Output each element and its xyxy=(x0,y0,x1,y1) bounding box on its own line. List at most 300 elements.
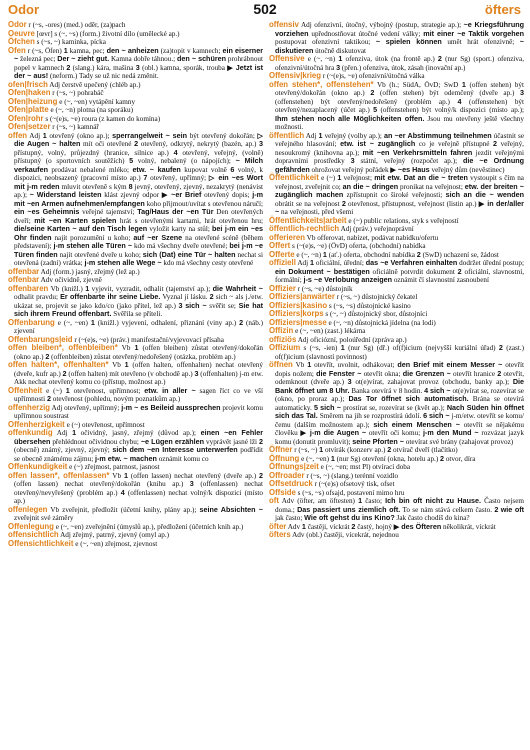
entry-phrase: 1 xyxy=(358,496,363,505)
entry-text: (knižl.) vyjevení, odhalení, přiznání (viny ap.) xyxy=(94,318,240,327)
entry-text: sagen říct co ve vší upřímnosti xyxy=(14,386,263,403)
entry-text: e (~) xyxy=(318,174,338,182)
entry-text: kdo má všechny cesty otevřené xyxy=(161,259,254,267)
entry-phrase: 2 xyxy=(437,54,442,63)
entry-phrase: Der ~ zieht gut. xyxy=(57,54,110,63)
entry-text: Vb xyxy=(109,471,124,480)
entry-phrase: 2 xyxy=(259,470,263,480)
page-header xyxy=(0,0,530,20)
entry-text: otevřený, upřímný; xyxy=(147,174,209,182)
dictionary-entry xyxy=(8,540,263,549)
entry-text: [œvr] s (~, ~s) (form.) životní dílo (umělecké ap.) xyxy=(34,29,180,38)
entry-headword: Öffentlichkeit xyxy=(269,173,319,182)
entry-phrase: 2 xyxy=(46,394,51,403)
entry-headword: Offensiv|krieg xyxy=(269,71,322,80)
dictionary-entry xyxy=(269,242,524,251)
entry-phrase: etw. der breiten ~ zugänglich machen xyxy=(275,181,524,199)
entry-text: e (~, ~en) zřejmost, zjevnost xyxy=(73,539,158,548)
entry-text: e (~) xyxy=(42,386,66,395)
entry-text: s (~(e)s, ~e) roura (z kamen do komína) xyxy=(43,114,161,123)
entry-headword: offiziell xyxy=(269,258,296,267)
entry-phrase: die Wahrheit ~ xyxy=(212,283,263,293)
dictionary-entry xyxy=(8,106,263,115)
entry-phrase: Ihm stehen noch alle Möglichkeiten offen. xyxy=(275,113,425,123)
entry-text: pronikat na veřejnost; xyxy=(398,182,465,191)
entry-phrase: 1 xyxy=(72,428,77,437)
entry-phrase: j-s ~e Verlobung anzeigen xyxy=(303,275,393,284)
entry-text: (offen lassen) nechat otevřený/dokořán (knihu ap.) xyxy=(14,480,190,488)
entry-headword: Offroader xyxy=(269,470,305,480)
entry-text: r (~s, ~) pohrabáč xyxy=(50,89,104,97)
entry-text: Adj zřejmý, patrný, zjevný (omyl ap.) xyxy=(58,531,170,539)
dictionary-entry xyxy=(8,268,263,277)
dictionary-entry xyxy=(269,344,524,361)
entry-headword: Offizium xyxy=(269,343,301,352)
dictionary-entry xyxy=(8,404,263,421)
entry-text: otevřený dopis; xyxy=(201,191,253,199)
dictionary-entry xyxy=(269,497,524,523)
entry-phrase: 2 xyxy=(493,139,498,148)
entry-text: vyprávět jasné lži xyxy=(204,437,259,446)
entry-headword: offen lassen*, offenlassen* xyxy=(8,470,110,480)
entry-text: Často nejsem doma.; xyxy=(275,497,524,514)
entry-text: e (~, ~n) plotna (na sporáku) xyxy=(48,106,133,114)
entry-phrase: j-m den Mund ~ xyxy=(422,428,479,437)
entry-phrase: mit ~en Verkehrsmitteln fahren xyxy=(362,147,473,157)
entry-phrase: j-m etw. ~ machen xyxy=(95,453,157,463)
entry-phrase: bei j-m ein ~es Ohr finden xyxy=(14,224,263,242)
entry-phrase: 2 xyxy=(239,317,244,327)
entry-text: (offen lassen) nechat otevřený (dveře ap.) xyxy=(127,471,259,480)
entry-phrase: 1 xyxy=(330,453,335,463)
entry-phrase: einen ~en Fehler übersehen xyxy=(14,428,263,446)
entry-text: obrátit se na veřejnost xyxy=(275,199,342,208)
entry-text: otevřít hranice xyxy=(450,369,498,378)
entry-text: dodržet úřední postup; xyxy=(457,259,524,267)
dictionary-entry xyxy=(8,319,263,336)
entry-text: e (~, ~en) xyxy=(54,318,91,327)
entry-text: mluvit otevřeně s kým xyxy=(59,182,129,191)
entry-text: Vb xyxy=(292,361,308,369)
entry-headword: Offside xyxy=(269,487,296,497)
entry-headword: Offiziers|kasino xyxy=(269,300,328,310)
entry-text: (ať.) oferta, obchodní nabídka xyxy=(326,250,417,259)
entry-text: rozvázat jazyk komu (donutit promluvit); xyxy=(275,429,524,446)
entry-text: železná pec; xyxy=(18,55,58,63)
entry-text: svěřit se; xyxy=(206,301,239,310)
dictionary-entry xyxy=(269,174,524,217)
entry-phrase: 1 xyxy=(301,521,306,531)
entry-phrase: ~e Lügen erzählen xyxy=(140,436,205,446)
entry-text: s (~s, ~) kaminka, pícka xyxy=(34,38,106,46)
entry-text: (nur Sg) otevření (okna, hotelu ap.) xyxy=(334,454,441,463)
dictionary-entry xyxy=(8,344,263,361)
entry-text: vyložit karty na stůl; xyxy=(147,225,213,233)
entry-phrase: ▶ des Öfteren xyxy=(393,521,442,531)
entry-phrase: 8 xyxy=(128,181,133,191)
entry-text: volný, nebalený (o nápojích); xyxy=(133,157,236,165)
entry-text: oznámit komu co xyxy=(156,454,209,463)
entry-text: Adj oficiózní, poloúřední (zpráva ap.) xyxy=(296,335,407,344)
entry-text: otevřenost (pohledu, novým poznatkům ap.) xyxy=(50,395,181,403)
entry-text: j-m/etw. otevřít se komu/čemu (dalším možnostem ap.); xyxy=(275,412,524,429)
entry-text: jezdit veřejnými dopravními prostředky xyxy=(275,148,524,165)
entry-text: přístupný, volný, průjezdný (hranice, silnice ap.) xyxy=(14,148,174,157)
entry-phrase: 1 xyxy=(319,445,324,454)
entry-headword: öfters xyxy=(269,530,291,539)
entry-phrase: ~ Widerstand leisten xyxy=(29,190,102,199)
entry-phrase: j-m stehen alle Wege ~ xyxy=(84,258,162,267)
entry-phrase: ~ spielen können xyxy=(375,37,442,46)
entry-text: Adj ofenzivní, útočný, výbojný (postup, strategie ap.); xyxy=(298,21,464,29)
entry-text: častý, hojný xyxy=(355,522,394,531)
entry-text: častěji, víckrát xyxy=(305,522,352,531)
entry-phrase: j-m ~ es Beileid aussprechen xyxy=(121,402,221,412)
entry-text: (offenstehen) být volný/k dispozici (místo ap.); xyxy=(377,106,524,114)
entry-text: zveřejnit své záměry xyxy=(14,514,74,522)
entry-text: e (~, ~en) zveřejnění (úmyslů ap.), předložení (účetních knih ap.) xyxy=(53,522,244,531)
entry-phrase: 1 xyxy=(124,360,129,369)
dictionary-entry xyxy=(8,387,263,404)
entry-phrase: j-m mit ~en Armen aufnehmen/empfangen xyxy=(14,190,263,208)
entry-text: (za)topit v kamnech; xyxy=(158,46,223,55)
entry-headword: Offiziers|messe xyxy=(269,317,327,327)
entry-headword: ofen|frisch xyxy=(8,79,48,89)
entry-headword: offenbar xyxy=(8,275,40,284)
entry-phrase: 4 xyxy=(173,147,178,157)
entry-phrase: 3 xyxy=(347,377,352,386)
dictionary-entry xyxy=(269,480,524,489)
entry-text: e (~, ~n) xyxy=(304,55,339,63)
entry-text: (náb.) zjevení xyxy=(14,318,263,335)
dictionary-entry xyxy=(269,81,524,132)
entry-phrase: 1 xyxy=(85,283,90,293)
entry-text: Adj otevřený, upřímný; xyxy=(50,403,122,412)
entry-phrase: etw. in aller ~ xyxy=(144,385,196,395)
entry-headword: Offenherzigkeit xyxy=(8,419,65,429)
entry-text: (SwD) uchazení se, žádost xyxy=(420,250,499,259)
entry-phrase: 1 xyxy=(338,54,343,63)
entry-phrase: sperrangelweit ~ sein xyxy=(112,130,188,140)
entry-text: prostírat se, rozevírat se (květ ap.); xyxy=(341,403,447,412)
entry-text: otvírák (konzerv ap.) xyxy=(323,446,388,454)
entry-phrase: 3 xyxy=(194,368,199,378)
entry-text: (offenlassen) nechat otevřený/nevyřešený (problém ap.) xyxy=(14,480,263,497)
entry-headword: Offerte xyxy=(269,249,295,259)
entry-headword: Offenkundigkeit xyxy=(8,462,68,471)
entry-phrase: wie oft xyxy=(500,504,524,514)
entry-phrase: 3 xyxy=(135,62,140,72)
entry-text: otvírač dveří (tlačítko) xyxy=(391,446,458,454)
entry-headword: öfter xyxy=(269,521,287,531)
entry-text: s (~s, -ien) xyxy=(300,344,341,352)
entry-text: být otevřený dokořán; xyxy=(187,131,258,140)
entry-phrase: 1 xyxy=(340,343,345,352)
entry-headword: offerieren xyxy=(269,232,305,242)
entry-phrase: ein ~es Geheimnis xyxy=(14,207,80,216)
entry-text: Adj čerstvě upečený (chléb ap.) xyxy=(47,80,141,89)
entry-headword: offenbar xyxy=(8,266,40,276)
entry-text: ohrožovat veřejný pořádek xyxy=(309,165,391,174)
entry-phrase: 1 xyxy=(337,173,342,182)
entry-text: (nur Sg) (dř.) of(f)icium (nejvyšší kuriální úřad) xyxy=(344,344,499,352)
entry-text: kupovat volně xyxy=(180,165,231,174)
entry-phrase: 2 xyxy=(341,198,346,208)
entry-text: otevřený (okno ap.); xyxy=(46,131,113,140)
entry-text: e (~, ~en) xyxy=(299,454,331,463)
entry-phrase: ~e Kriegsführung vorziehen xyxy=(275,21,524,38)
dictionary-entry xyxy=(269,55,524,72)
entry-phrase: 4 xyxy=(457,96,462,106)
dictionary-entry xyxy=(269,327,524,336)
entry-text: Adj xyxy=(295,259,310,267)
entry-phrase: ▶ ~er Brief xyxy=(161,190,202,199)
entry-phrase: den ~ schüren xyxy=(177,54,227,63)
entry-phrase: 2 xyxy=(387,445,392,454)
entry-text: veřejný dům (nevěstinec) xyxy=(429,165,505,174)
entry-headword: Offsetdruck xyxy=(269,479,313,488)
entry-phrase: 4 xyxy=(424,385,429,395)
entry-text: veřejný (volby ap.); xyxy=(322,131,384,140)
entry-text: klást zjevný odpor xyxy=(101,191,162,199)
entry-phrase: 3 xyxy=(259,139,263,148)
entry-phrase: ~ Milch verkaufen xyxy=(14,156,263,174)
entry-headword: offen stehen*, offenstehen* xyxy=(269,79,374,89)
entry-phrase: 3 xyxy=(350,156,355,165)
entry-text: e (~) otevřenost, upřímnost xyxy=(64,420,145,429)
entry-phrase: 1 xyxy=(90,317,95,327)
entry-headword: Öffnung xyxy=(269,453,300,463)
entry-phrase: 2 xyxy=(370,88,375,97)
dictionary-entry xyxy=(8,506,263,523)
entry-phrase: Ich bin oft nicht zu Hause. xyxy=(385,496,481,505)
entry-phrase: sich ~ xyxy=(320,402,342,412)
right-column xyxy=(269,21,524,749)
entry-text: Adj (práv.) veřejnoprávní xyxy=(339,225,414,233)
entry-text: Vb zveřejnit, předložit (účetní knihy, plány ap.); xyxy=(47,505,200,514)
dictionary-entry xyxy=(269,21,524,55)
entry-headword: offiziös xyxy=(269,334,297,344)
entry-text: otevřenost, přístupnost, veřejnost (listin ap.) xyxy=(345,199,479,208)
entry-text: r (~s, Öfen) xyxy=(25,46,64,55)
entry-phrase: seine Absichten ~ xyxy=(199,504,263,514)
entry-phrase: 1 xyxy=(307,360,312,369)
entry-headword: Offiziers|anwärter xyxy=(269,292,335,301)
entry-text: podřídit se obecně známému zájmu; xyxy=(14,446,263,463)
dictionary-entry xyxy=(269,446,524,455)
entry-phrase: sich ~ xyxy=(185,300,207,310)
entry-text: e (~, ~n) xyxy=(294,250,323,259)
entry-text: Jsou mu otevřeny ještě všechny možnosti. xyxy=(275,114,524,131)
entry-text: na otevřené scéně (během představení); xyxy=(14,233,263,250)
entry-text: Adv očividně, zjevně xyxy=(39,276,102,284)
entry-phrase: an die ~ dringen xyxy=(342,181,399,191)
entry-phrase: sich (Dat) eine Tür ~ halten xyxy=(142,249,236,259)
entry-phrase: ▶ ~es Haus xyxy=(390,164,430,174)
entry-text: státní, veřejný (rozpočet ap.); xyxy=(354,157,463,165)
dictionary-entry xyxy=(269,336,524,345)
entry-text: otevírat své brány (zahajovat provoz) xyxy=(404,437,514,446)
entry-phrase: den Brief mit einem Messer ~ xyxy=(397,360,503,369)
entry-phrase: 7 xyxy=(143,173,148,182)
entry-phrase: die ~e Ordnung gefährden xyxy=(275,156,524,174)
entry-headword: oft xyxy=(269,496,279,505)
entry-text: otevřený, veřejný, (volně) přístupný (o sportovních soutěžích) xyxy=(14,148,263,165)
entry-text: Adj xyxy=(52,429,73,437)
entry-headword: offenlegen xyxy=(8,504,48,514)
dictionary-entry xyxy=(269,361,524,446)
entry-headword: Offensive xyxy=(269,54,305,63)
entry-text: koho přijmout/uvítat s otevřenou náručí; xyxy=(144,199,263,208)
entry-text: s (~, ~) důstojnický sbor, důstojníci xyxy=(323,310,428,318)
dictionary-entry xyxy=(8,30,263,39)
entry-text: kamna, pec; xyxy=(67,46,107,55)
entry-text: e (~, ~en; mst Pl) otvírací doba xyxy=(318,463,411,471)
entry-phrase: 1 xyxy=(63,45,68,55)
entry-text: kdo má všechny dveře otevřené; xyxy=(132,242,230,250)
entry-phrase: 1 xyxy=(322,249,327,259)
entry-phrase: auf ~er Szene xyxy=(133,232,183,242)
entry-text: (offen bleiben) zůstat otevřený/dokořán (okno ap.) xyxy=(14,344,263,361)
entry-phrase: Wie oft gehst du ins Kino? xyxy=(304,513,395,522)
entry-phrase: 1 xyxy=(65,385,70,395)
left-running-head: Odor xyxy=(8,2,40,17)
entry-text: s (~s, ~s) důstojnické kasino xyxy=(327,301,411,310)
entry-phrase: 1 xyxy=(461,79,466,89)
entry-phrase: 2 xyxy=(45,351,50,361)
entry-text: s (~(e)s, ~e) (ÖvD) oferta, (obchodní) nabídka xyxy=(290,242,426,250)
dictionary-entry xyxy=(269,523,524,532)
entry-text: e (~, ~en) vytápění kamny xyxy=(57,97,136,106)
entry-text: e (~, ~n) důstojnická jídelna (na lodi) xyxy=(326,318,436,327)
entry-text: s (~s, ~s) ofsajd, postavení mimo hru xyxy=(295,488,405,497)
entry-phrase: sich ~ xyxy=(429,385,451,395)
entry-phrase: ▶ j-m die Augen ~ xyxy=(300,428,367,437)
entry-text: Vb offerovat, nabízet, podávat nabídku/ofertu xyxy=(304,233,439,242)
entry-phrase: etw. ~ kaufen xyxy=(132,164,181,174)
entry-phrase: ▶ Jetzt ist der ~ aus! xyxy=(14,62,263,80)
entry-text: (offenbleiben) zůstat otevřený/nedořešený (otázka, problém ap.) xyxy=(49,352,236,361)
entry-text: ot(e)vírat, zahajovat provoz (obchodu, banky ap.); xyxy=(351,378,513,386)
entry-text: hrát s otevřenými kartami, hrát otevřenou hru; xyxy=(116,216,263,225)
entry-phrase: Das Tor öffnet sich automatisch. xyxy=(348,394,469,403)
right-running-head: öfters xyxy=(484,2,521,17)
entry-text: vystoupit s čím na veřejnost, zveřejnit co; xyxy=(275,174,524,191)
entry-headword: offenherzig xyxy=(8,402,51,412)
entry-text: umět hrát ofenzivně; xyxy=(441,38,520,46)
entry-text: (offen halten, offenhalten) nechat otevřený (dveře, kufr ap.) xyxy=(14,361,263,378)
entry-text: e (~) zřejmost, patrnost, jasnost xyxy=(67,463,160,471)
entry-phrase: Sie hat sich ihrem Freund offenbart. xyxy=(14,300,263,318)
entry-text: očividný, jasný, zřejmý (důvod ap.); xyxy=(76,429,201,437)
entry-headword: offenkundig xyxy=(8,428,53,437)
entry-text: mít oči otevřené xyxy=(80,140,135,148)
entry-headword: Offizin xyxy=(269,326,294,335)
entry-text: vyjevit, vyzradit, odhalit (tajemství ap.); xyxy=(89,284,213,293)
entry-text: několikrát, víckrát xyxy=(441,522,496,531)
entry-text: Jak často chodíš do kina? xyxy=(394,514,470,522)
entry-text: Vb (h.; SüdA, ÖvD; SwD xyxy=(373,80,462,89)
entry-text: (offen halten) mít otevřeno (v obchodě ap.) xyxy=(66,369,195,378)
entry-text: jevný, otevřený, zjevný, nezakrytý (nenávist ap.); xyxy=(14,182,263,199)
entry-text: často; xyxy=(362,497,386,505)
entry-phrase: Er offenbarte ihr seine Liebe. xyxy=(60,292,161,301)
entry-text: Vb xyxy=(117,344,135,352)
entry-phrase: 3 xyxy=(189,479,194,488)
page-number: 502 xyxy=(253,1,277,17)
entry-text: r (~(e)s, ~e) ofenzivní/útočná válka xyxy=(321,72,425,80)
entry-text: Svěřila se příteli. xyxy=(111,310,163,318)
entry-text: Brána se otevírá automaticky. xyxy=(275,395,524,412)
entry-text: přehlédnout očividnou chybu; xyxy=(50,437,141,446)
entry-text: otevřít se nějakému člověku xyxy=(275,420,524,437)
entry-text: otevřenost, upřímnost; xyxy=(69,386,145,395)
entry-headword: Offizier xyxy=(269,283,296,293)
entry-phrase: sich ~ xyxy=(428,411,450,420)
entry-text: r (~s, ~) důstojnický čekatel xyxy=(334,293,418,301)
entry-text: postupovat ofenzivní taktikou; xyxy=(275,38,376,46)
entry-text: zpřístupnit co široké veřejnosti; xyxy=(343,191,446,199)
entry-text: upřednostňovat útočné vedení války; xyxy=(308,29,424,38)
dictionary-entry xyxy=(8,47,263,81)
entry-text: co je veřejně přístupné xyxy=(415,140,494,148)
entry-text: nechat si otevřená (zadní) vrátka; xyxy=(14,250,263,267)
entry-phrase: ein Dokument ~ bestätigen xyxy=(275,266,370,276)
entry-phrase: sich dem ~en Interesse unterwerfen xyxy=(112,445,238,454)
entry-text: Adj xyxy=(27,131,43,140)
entry-phrase: Die Bank öffnet um 8 Uhr. xyxy=(275,377,524,395)
entry-text: r (~(e)s, ~e) (práv.) manifestační/vyjevovací přísaha xyxy=(72,335,224,344)
entry-text: r (~s, ~) kamnář xyxy=(50,123,99,131)
entry-phrase: 3 xyxy=(520,88,524,97)
dictionary-entry xyxy=(269,531,524,540)
entry-phrase: j-m stehen alle Türen ~ xyxy=(53,241,133,250)
entry-phrase: 1 xyxy=(42,130,47,140)
entry-headword: Ofen|heizung xyxy=(8,96,58,106)
entry-text: r (~(e)s) ofsetový tisk, ofset xyxy=(312,480,395,488)
entry-phrase: 5 xyxy=(373,105,378,114)
entry-headword: Öffentlichkeits|arbeit xyxy=(269,215,347,225)
entry-text: e (~, ~en) (zast.) lékárna xyxy=(293,327,366,335)
entry-phrase: 2 xyxy=(351,521,356,531)
entry-headword: Offenbarungs|eid xyxy=(8,334,73,344)
entry-headword: offensiv xyxy=(269,21,299,29)
entry-phrase: bei j-m ~e Türen finden xyxy=(14,241,263,259)
entry-phrase: 5 xyxy=(313,402,318,412)
dictionary-entry xyxy=(269,259,524,285)
entry-phrase: ein eiserner ~ xyxy=(14,45,263,63)
entry-phrase: 2 xyxy=(494,504,499,514)
entry-phrase: den ~ anheizen xyxy=(106,45,159,55)
entry-text: projevit komu upřímnou soustrast xyxy=(14,403,263,420)
entry-phrase: 2 xyxy=(209,292,214,301)
entry-text: r (~s, -ores) (med.) oděr, (za)pach xyxy=(26,21,126,29)
entry-text: (offenstehen) být otevřený/nedořešený (problém ap.) xyxy=(275,97,458,106)
entry-text: (obl.) kamna, sporák, trouba xyxy=(139,63,228,72)
entry-phrase: 1 xyxy=(134,343,139,352)
entry-text: otvor, díra xyxy=(444,454,476,463)
entry-headword: Offert xyxy=(269,241,291,250)
entry-phrase: 2 xyxy=(66,62,71,72)
entry-text: (obecně) známý, zjevný, zjevný; xyxy=(14,446,113,454)
entry-text: otevřít okna; xyxy=(361,369,403,378)
entry-phrase: 2 xyxy=(259,436,263,446)
entry-phrase: ▶ in der/aller ~ xyxy=(275,198,524,216)
entry-headword: Ofen|platte xyxy=(8,105,49,114)
entry-text: Adj (form.) jasný, zřejmý (lež ap.) xyxy=(39,267,140,276)
entry-phrase: 2 xyxy=(498,343,503,352)
entry-text: odhalit pravdu; xyxy=(14,293,61,301)
